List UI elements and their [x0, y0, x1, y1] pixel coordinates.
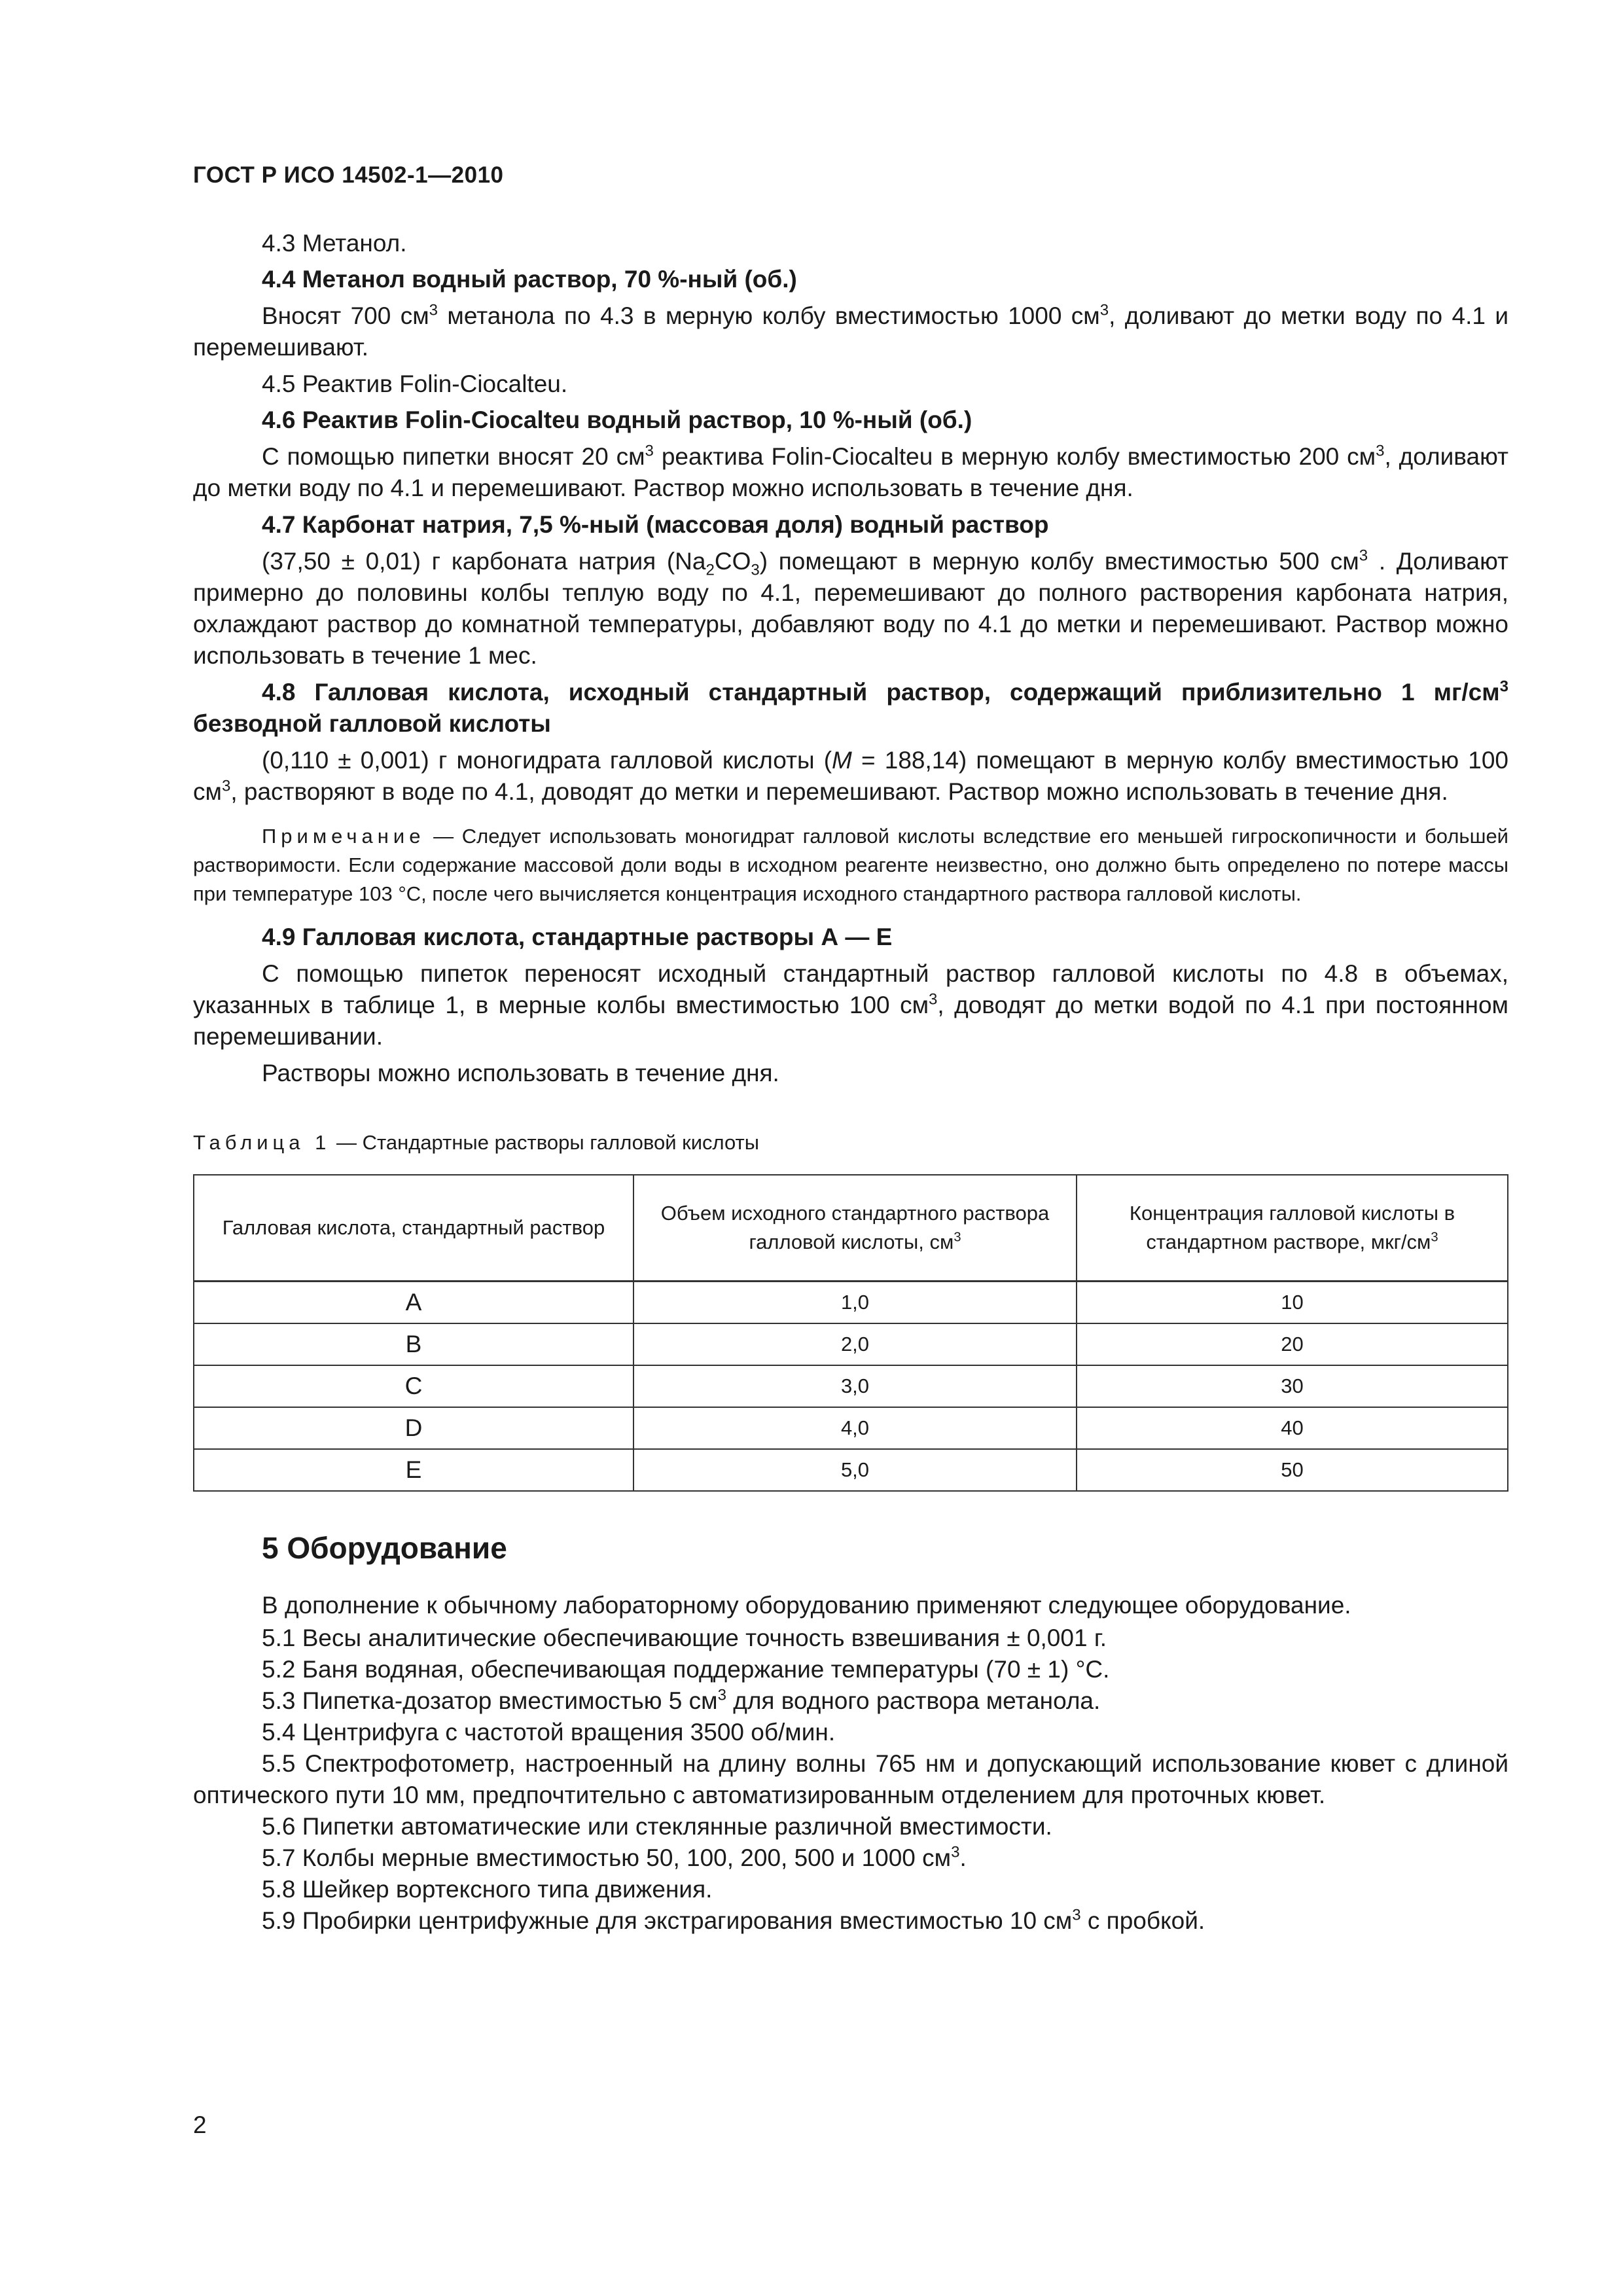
equipment-item-5-3: 5.3 Пипетка-дозатор вместимостью 5 $см^3$ для водного раствора метанола. [262, 1686, 1101, 1714]
equipment-item-5-1: 5.1 Весы аналитические обеспечивающие точность взвешивания ± 0,001 г. [262, 1624, 1107, 1651]
cell-concentration: 20 [1077, 1323, 1508, 1365]
paragraph-4-4: Вносят 700 $см^3$ метанола по 4.3 в мерную колбу вместимостью 1000 $см^3$, доливают до метки воду по 4.1 и перемешивают. [193, 301, 1509, 361]
table-row [194, 1282, 1508, 1324]
paragraph-4-6: С помощью пипетки вносят 20 $см^3$ реактива Folin-Ciocalteu в мерную колбу вместимостью 200 $см^3$, доливают до метки воду по 4.1 и перемешивают. Раствор можно использовать в течение дня. [193, 442, 1508, 501]
cell-volume: 1,0 [633, 1282, 1077, 1324]
cell-concentration: 10 [1077, 1282, 1508, 1324]
table-row [194, 1323, 1508, 1365]
heading-4-4: 4.4 Метанол водный раствор, 70 %-ный (об.) [262, 266, 797, 293]
table-header-row [194, 1175, 1508, 1282]
equipment-item-5-6: 5.6 Пипетки автоматические или стеклянные различной вместимости. [262, 1813, 1052, 1840]
paragraph-4-9-b: Растворы можно использовать в течение дня. [262, 1060, 779, 1086]
heading-4-6: 4.6 Реактив Folin-Ciocalteu водный раствор, 10 %-ный (об.) [262, 406, 972, 433]
note-label: Примечание [262, 825, 425, 848]
item-4-3: 4.3 Метанол. [262, 230, 407, 257]
cell-volume: 2,0 [633, 1323, 1077, 1365]
page-number: 2 [193, 2111, 207, 2138]
cell-volume: 3,0 [633, 1365, 1077, 1407]
equipment-item-5-2: 5.2 Баня водяная, обеспечивающая поддержание температуры (70 ± 1) °С. [262, 1656, 1110, 1683]
paragraph-4-9: С помощью пипеток переносят исходный стандартный раствор галловой кислоты по 4.8 в объемах, указанных в таблице 1, в мерные колбы вместимостью 100 $см^3$, доводят до метки водой по 4.1 при постоянном перемешивании. [193, 960, 1508, 1050]
heading-4-9: 4.9 Галловая кислота, стандартные растворы А — Е [262, 924, 893, 950]
table-row [194, 1449, 1508, 1491]
cell-solution: C [194, 1365, 633, 1407]
heading-4-8: 4.8 Галловая кислота, исходный стандартный раствор, содержащий приблизительно 1 $мг/см^3$ безводной галловой кислоты [193, 677, 1508, 737]
cell-volume: 4,0 [633, 1407, 1077, 1449]
note-4-8: Примечание — Следует использовать моногидрат галловой кислоты вследствие его меньшей гигроскопичности и большей растворимости. Если содержание массовой доли воды в исходном реагенте неизвестно, оно должно быть определено по потере массы при температуре 103 °С, после чего вычисляется концентрация исходного стандартного раствора галловой кислоты. [193, 825, 1508, 905]
cell-volume: 5,0 [633, 1449, 1077, 1491]
cell-solution: B [194, 1323, 633, 1365]
table-caption: Таблица 1 — Стандартные растворы галловой кислоты [193, 1131, 760, 1154]
cell-concentration: 50 [1077, 1449, 1508, 1491]
cell-solution: A [194, 1282, 633, 1324]
paragraph-4-8: (0,110 ± 0,001) г моногидрата галловой кислоты (M = 188,14) помещают в мерную колбу вместимостью 100 $см^3$, растворяют в воде по 4.1, доводят до метки и перемешивают. Раствор можно использовать в течение дня. [193, 747, 1508, 805]
equipment-item-5-9: 5.9 Пробирки центрифужные для экстрагирования вместимостью 10 $см^3$ с пробкой. [262, 1906, 1205, 1934]
equipment-item-5-8: 5.8 Шейкер вортексного типа движения. [262, 1876, 713, 1903]
column-header-concentration: Концентрация галловой кислоты в стандартном растворе, мкг/$см^3$ [1077, 1175, 1508, 1282]
cell-concentration: 40 [1077, 1407, 1508, 1449]
standard-solutions-table [193, 1174, 1508, 1492]
document-body [193, 228, 1508, 1937]
document-header: ГОСТ Р ИСО 14502-1—2010 [193, 162, 504, 188]
column-header-volume: Объем исходного стандартного раствора галловой кислоты, $см^3$ [633, 1175, 1077, 1282]
equipment-item-5-5: 5.5 Спектрофотометр, настроенный на длину волны 765 нм и допускающий использование кювет с длиной оптического пути 10 мм, предпочтительно с автоматизированным отделением для проточных кювет. [193, 1750, 1508, 1808]
column-header-solution: Галловая кислота, стандартный раствор [194, 1175, 633, 1282]
cell-concentration: 30 [1077, 1365, 1508, 1407]
heading-4-7: 4.7 Карбонат натрия, 7,5 %-ный (массовая доля) водный раствор [262, 511, 1049, 538]
section-title-equipment: 5 Оборудование [262, 1531, 507, 1565]
equipment-item-5-4: 5.4 Центрифуга с частотой вращения 3500 об/мин. [262, 1719, 836, 1746]
cell-solution: D [194, 1407, 633, 1449]
table-row [194, 1407, 1508, 1449]
table-row [194, 1365, 1508, 1407]
equipment-intro: В дополнение к обычному лабораторному оборудованию применяют следующее оборудование. [262, 1592, 1351, 1619]
paragraph-4-7: (37,50 ± 0,01) г карбоната натрия $(Na_2CO_3)$ помещают в мерную колбу вместимостью 500 $см^3$ . Доливают примерно до половины колбы теплую воду по 4.1, перемешивают до полного растворения карбоната натрия, охлаждают раствор до комнатной температуры, добавляют воду по 4.1 до метки и перемешивают. Раствор можно использовать в течение 1 мес. [193, 547, 1508, 669]
item-4-5: 4.5 Реактив Folin-Ciocalteu. [262, 370, 568, 397]
equipment-item-5-7: 5.7 Колбы мерные вместимостью 50, 100, 200, 500 и 1000 $см^3$. [262, 1843, 967, 1871]
cell-solution: E [194, 1449, 633, 1491]
